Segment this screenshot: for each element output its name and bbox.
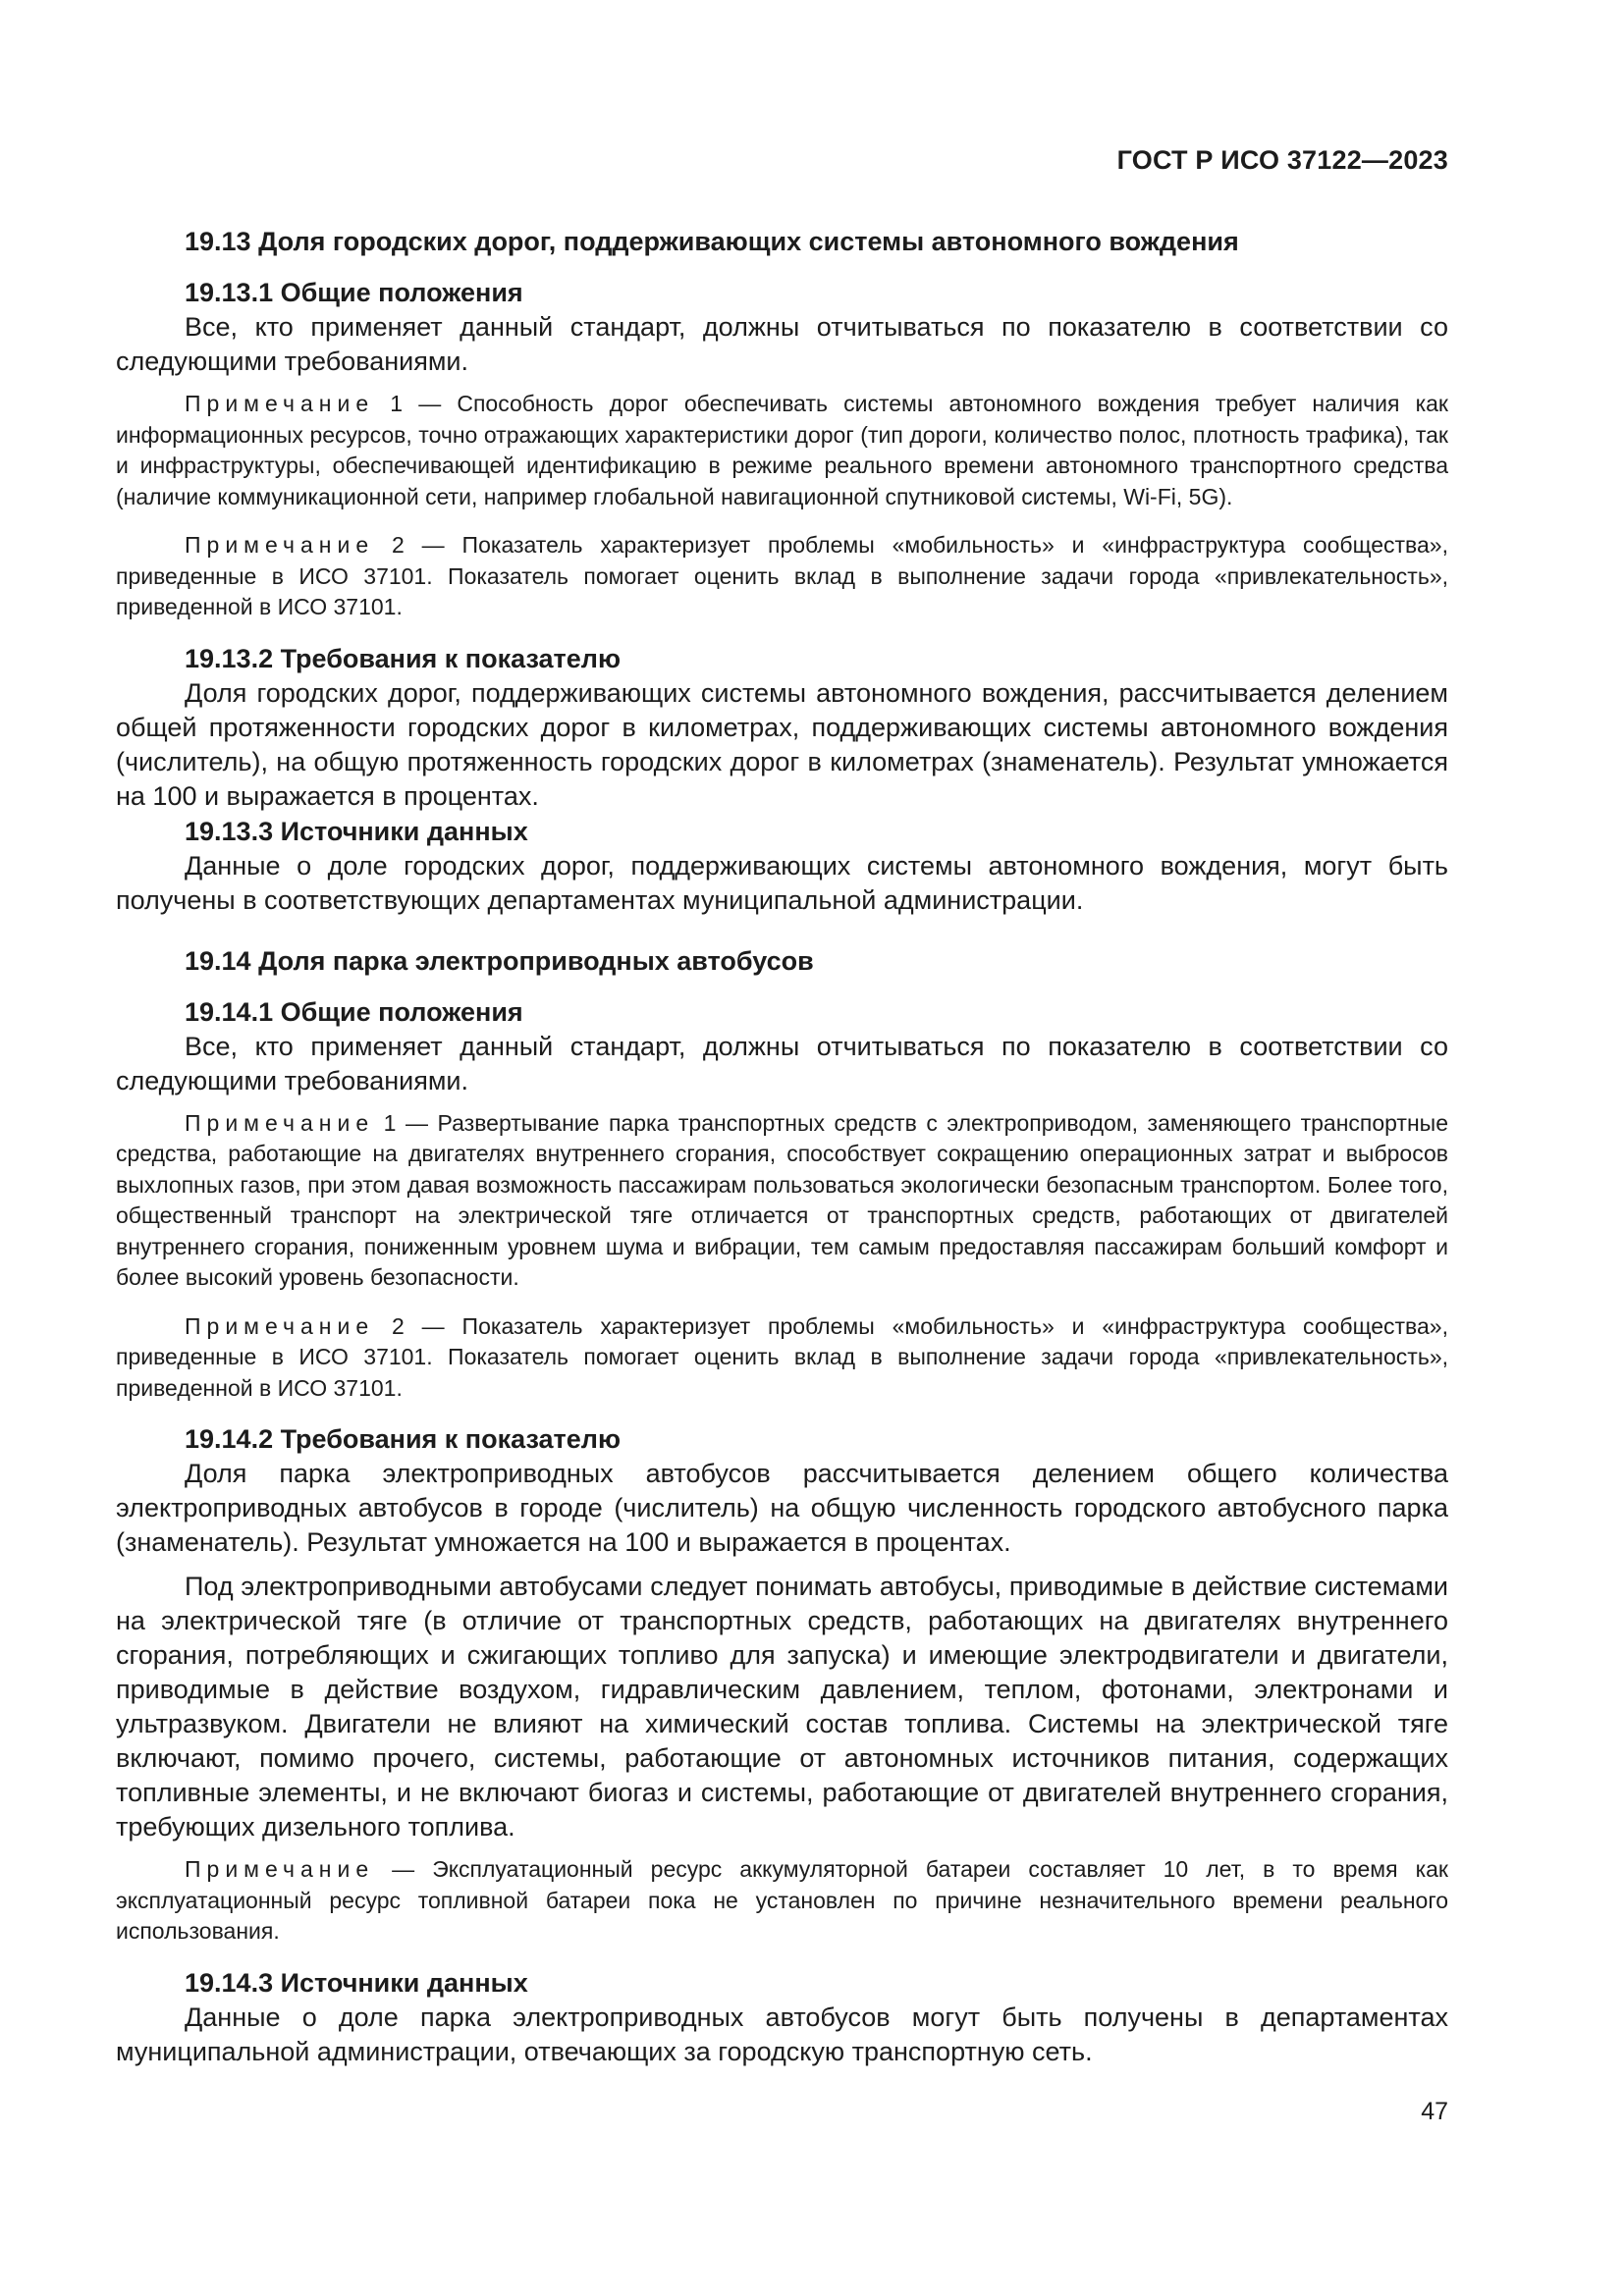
note-label: Примечание xyxy=(185,532,375,558)
page-number: 47 xyxy=(1421,2098,1448,2125)
note-text: 2 — Показатель характеризует проблемы «мобильность» и «инфраструктура сообщества», приведенные в ИСО 37101. Показатель помогает оценить вклад в выполнение задачи города «привлекательность», приведенной в ИСО 37101. xyxy=(116,1312,1448,1401)
note-label: Примечание xyxy=(185,1109,375,1136)
section-19-13-3-text: Данные о доле городских дорог, поддерживающих системы автономного вождения, могут быть получены в соответствующих департаментах муниципальной администрации. xyxy=(116,850,1448,915)
note-label: Примечание xyxy=(185,1856,375,1882)
section-19-14-3-text: Данные о доле парка электроприводных автобусов могут быть получены в департаментах муниципальной администрации, отвечающих за городскую транспортную сеть. xyxy=(116,2002,1448,2066)
section-19-14-title: 19.14 Доля парка электроприводных автобусов xyxy=(185,945,814,976)
section-19-14-2-note xyxy=(116,1854,1448,1948)
note-label: Примечание xyxy=(185,391,375,416)
note-text: 1 — Способность дорог обеспечивать системы автономного вождения требует наличия как информационных ресурсов, точно отражающих характеристики дорог (тип дороги, количество полос, плотность трафика), так и инфраструктуры, обеспечивающей идентификацию в режиме реального времени автономного транспортного средства (наличие коммуникационной сети, например глобальной навигационной спутниковой системы, Wi-Fi, 5G). xyxy=(116,391,1448,509)
section-19-14-3-title: 19.14.3 Источники данных xyxy=(185,1967,528,1998)
document-id-header: ГОСТ Р ИСО 37122—2023 xyxy=(1116,145,1448,175)
section-19-13-1-text: Все, кто применяет данный стандарт, должны отчитываться по показателю в соответствии со следующими требованиями. xyxy=(116,312,1448,376)
section-19-13-1-note-1 xyxy=(116,389,1448,512)
section-19-13-3-title: 19.13.3 Источники данных xyxy=(185,816,528,846)
section-19-13-2-title: 19.13.2 Требования к показателю xyxy=(185,643,621,673)
section-19-14-2-title: 19.14.2 Требования к показателю xyxy=(185,1424,621,1454)
note-text: 2 — Показатель характеризует проблемы «мобильность» и «инфраструктура сообщества», приведенные в ИСО 37101. Показатель помогает оценить вклад в выполнение задачи города «привлекательность», приведенной в ИСО 37101. xyxy=(116,532,1448,619)
section-19-14-2-text-1: Доля парка электроприводных автобусов рассчитывается делением общего количества электроприводных автобусов в городе (числитель) на общую численность городского автобусного парка (знаменатель). Результат умножается на 100 и выражается в процентах. xyxy=(116,1459,1448,1557)
section-19-14-1-note-1 xyxy=(116,1108,1448,1294)
section-19-14-1-text: Все, кто применяет данный стандарт, должны отчитываться по показателю в соответствии со следующими требованиями. xyxy=(116,1031,1448,1095)
spacer xyxy=(116,928,1448,941)
section-19-14-1-title: 19.14.1 Общие положения xyxy=(185,996,523,1027)
page-content xyxy=(116,222,1448,2079)
note-text: — Эксплуатационный ресурс аккумуляторной батареи составляет 10 лет, в то время как эксплуатационный ресурс топливной батареи пока не установлен по причине незначительного времени реального использования. xyxy=(116,1856,1448,1944)
note-label: Примечание xyxy=(185,1312,375,1339)
section-19-14-1-note-2 xyxy=(116,1311,1448,1405)
section-19-14-2-text-2: Под электроприводными автобусами следует понимать автобусы, приводимые в действие системами на электрической тяге (в отличие от транспортных средств, работающих на двигателях внутреннего сгорания, потребляющих и сжигающих топливо для запуска) и имеющие электродвигатели и двигатели, приводимые в действие воздухом, гидравлическим давлением, теплом, фотонами, электронами и ультразвуком. Двигатели не влияют на химический состав топлива. Системы на электрической тяге включают, помимо прочего, системы, работающие от автономных источников питания, содержащих топливные элементы, и не включают биогаз и системы, работающие от двигателей внутреннего сгорания, требующих дизельного топлива. xyxy=(116,1572,1448,1842)
section-19-13-1-note-2 xyxy=(116,530,1448,623)
section-19-13-2-text: Доля городских дорог, поддерживающих системы автономного вождения, рассчитывается делением общей протяженности городских дорог в километрах, поддерживающих системы автономного вождения (числитель), на общую протяженность городских дорог в километрах (знаменатель). Результат умножается на 100 и выражается в процентах. xyxy=(116,677,1448,811)
section-19-13-title: 19.13 Доля городских дорог, поддерживающих системы автономного вождения xyxy=(185,227,1239,256)
note-text: 1 — Развертывание парка транспортных средств с электроприводом, заменяющего транспортные средства, работающие на двигателях внутреннего сгорания, способствует сокращению операционных затрат и выбросов выхлопных газов, при этом давая возможность пассажирам пользоваться экологически безопасным транспортом. Более того, общественный транспорт на электрической тяге отличается от транспортных средств, работающих от двигателей внутреннего сгорания, пониженным уровнем шума и вибрации, тем самым предоставляя пассажирам больший комфорт и более высокий уровень безопасности. xyxy=(116,1109,1448,1290)
section-19-13-1-title: 19.13.1 Общие положения xyxy=(185,278,523,307)
